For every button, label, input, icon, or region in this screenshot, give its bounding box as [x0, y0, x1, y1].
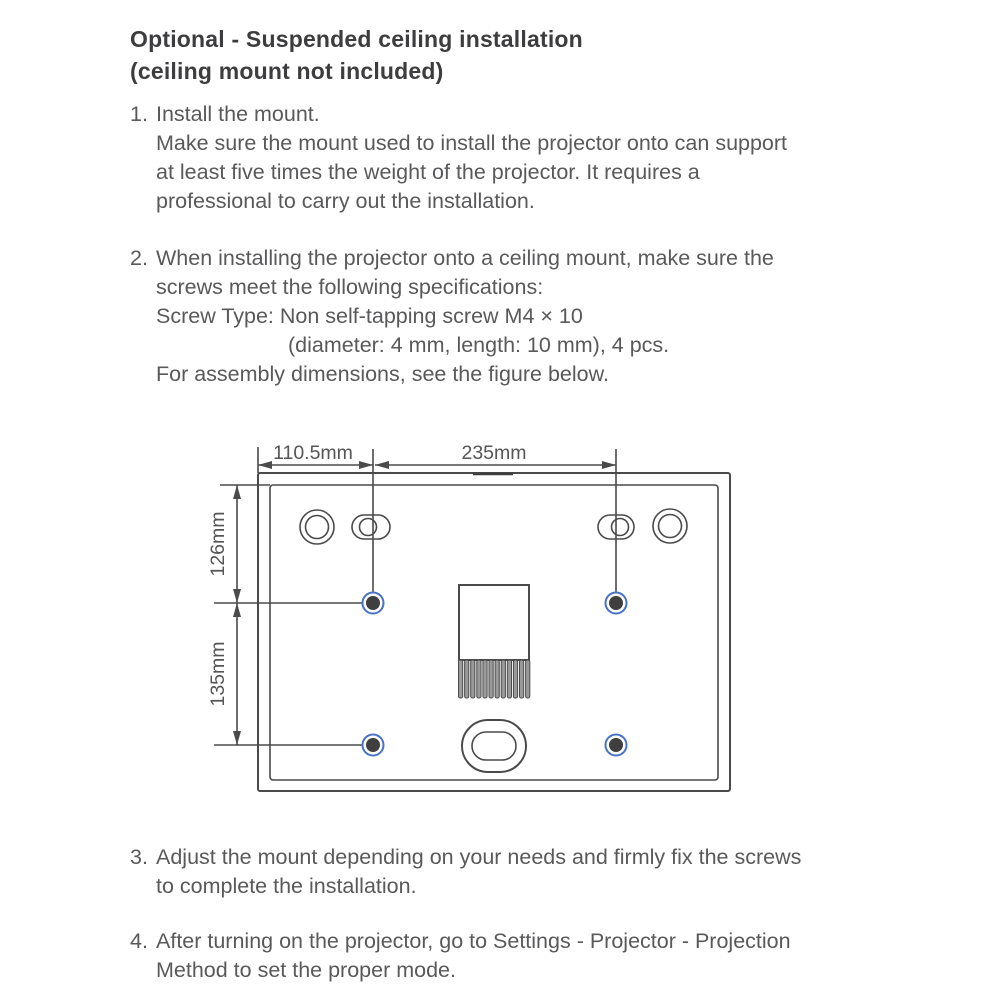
step-2-number: 2. — [130, 246, 148, 270]
step-1-line: Install the mount. — [156, 102, 320, 126]
step-1-line: professional to carry out the installation. — [156, 189, 535, 213]
screw-hole — [609, 596, 623, 610]
projector-inner-edge — [270, 485, 718, 780]
screw-hole — [366, 596, 380, 610]
step-4-line: After turning on the projector, go to Settings - Projector - Projection — [156, 929, 791, 953]
step-1-line: at least five times the weight of the projector. It requires a — [156, 160, 700, 184]
step-1-number: 1. — [130, 102, 148, 126]
step-4 — [130, 927, 791, 985]
dimension-label-135: 135mm — [207, 641, 229, 707]
step-1-line: Make sure the mount used to install the projector onto can support — [156, 131, 788, 155]
dimension-label-235: 235mm — [461, 442, 527, 464]
section-title-line1: Optional - Suspended ceiling installation — [130, 26, 583, 53]
foot-pad-right-inner — [659, 515, 682, 538]
foot-pads — [300, 509, 687, 544]
foot-pad-left-inner — [306, 516, 329, 539]
dimension-label-126: 126mm — [207, 511, 229, 577]
dimension-horizontal-110-5 — [258, 442, 373, 465]
screw-hole — [609, 738, 623, 752]
step-4-line: Method to set the proper mode. — [156, 958, 456, 982]
step-2-line: (diameter: 4 mm, length: 10 mm), 4 pcs. — [288, 333, 670, 357]
vent-fins — [459, 660, 530, 698]
step-2-line: For assembly dimensions, see the figure below. — [156, 362, 609, 386]
mount-screw-holes — [363, 593, 627, 756]
step-4-number: 4. — [130, 929, 148, 953]
foot-slot-right-hole — [612, 519, 629, 536]
assembly-dimensions-figure — [200, 437, 760, 827]
assembly-dimensions-svg — [200, 437, 760, 827]
step-2 — [130, 244, 774, 389]
step-3-number: 3. — [130, 845, 148, 869]
step-2-line: When installing the projector onto a ceiling mount, make sure the — [156, 246, 774, 270]
section-title — [130, 23, 583, 87]
vent-grille — [459, 585, 530, 698]
dimension-label-110-5: 110.5mm — [273, 442, 353, 464]
section-title-line2: (ceiling mount not included) — [130, 58, 444, 85]
step-3-line: to complete the installation. — [156, 874, 417, 898]
step-1 — [130, 100, 787, 216]
dimension-horizontal-235 — [375, 442, 616, 465]
extension-lines — [214, 447, 616, 745]
step-3-line: Adjust the mount depending on your needs and firmly fix the screws — [156, 845, 802, 869]
dimension-vertical-126 — [207, 485, 237, 603]
vent-body — [459, 585, 529, 660]
step-2-line: screws meet the following specifications: — [156, 275, 544, 299]
screw-hole — [366, 738, 380, 752]
dimension-vertical-135 — [207, 603, 237, 745]
step-3 — [130, 843, 801, 901]
foot-slot-left-hole — [360, 519, 377, 536]
oval-recess-inner — [472, 732, 516, 760]
step-2-line: Screw Type: Non self-tapping screw M4 × 10 — [156, 304, 583, 328]
oval-recess — [462, 720, 526, 772]
